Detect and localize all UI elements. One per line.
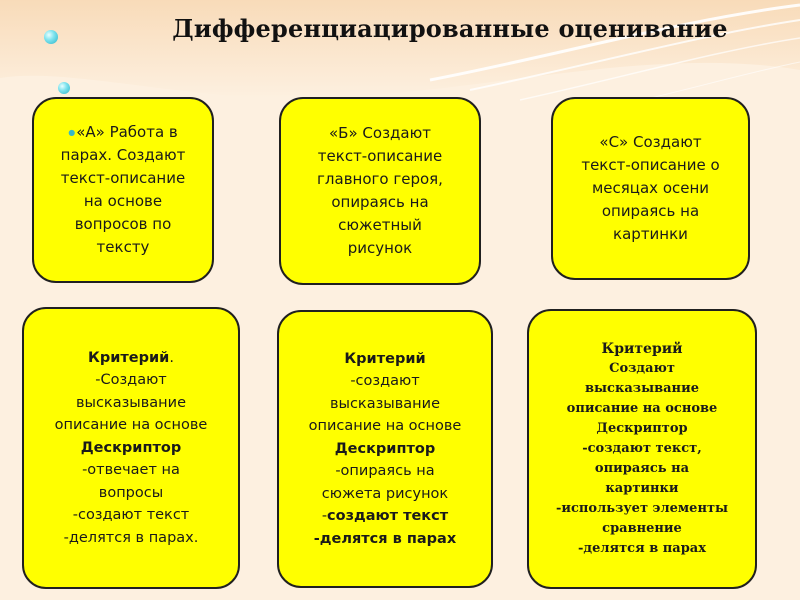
bullet-dot-icon: [58, 82, 70, 94]
card-criteria-a: [22, 307, 240, 589]
card-criteria-b: [277, 310, 493, 588]
card-a-text: ●«А» Работа в парах. Создают текст-описание на основе вопросов по тексту: [60, 123, 186, 256]
card-criteria-c-text: Критерий Создают высказывание описание на основе Дескриптор -создают текст, опираясь на картинки -использует элементы сравнение -делятся в парах: [555, 341, 729, 556]
card-c-text: «С» Создают текст-описание о месяцах осени опираясь на картинки: [581, 133, 720, 243]
bullet-dot-icon: ●: [68, 128, 76, 137]
card-b: [279, 97, 481, 285]
slide-title: Дифференциацированные оценивание: [172, 14, 728, 43]
card-a: [32, 97, 214, 283]
card-criteria-a-text: Критерий. -Создают высказывание описание на основе Дескриптор -отвечает на вопросы -создают текст -делятся в парах.: [54, 349, 208, 546]
bullet-dot-icon: [44, 30, 58, 44]
card-b-text: «Б» Создают текст-описание главного героя, опираясь на сюжетный рисунок: [317, 124, 443, 257]
card-c: [551, 97, 750, 280]
card-criteria-c: [527, 309, 757, 589]
card-criteria-b-text: Критерий -создают высказывание описание на основе Дескриптор -опираясь на сюжета рисунок -создают текст -делятся в парах: [308, 350, 462, 547]
